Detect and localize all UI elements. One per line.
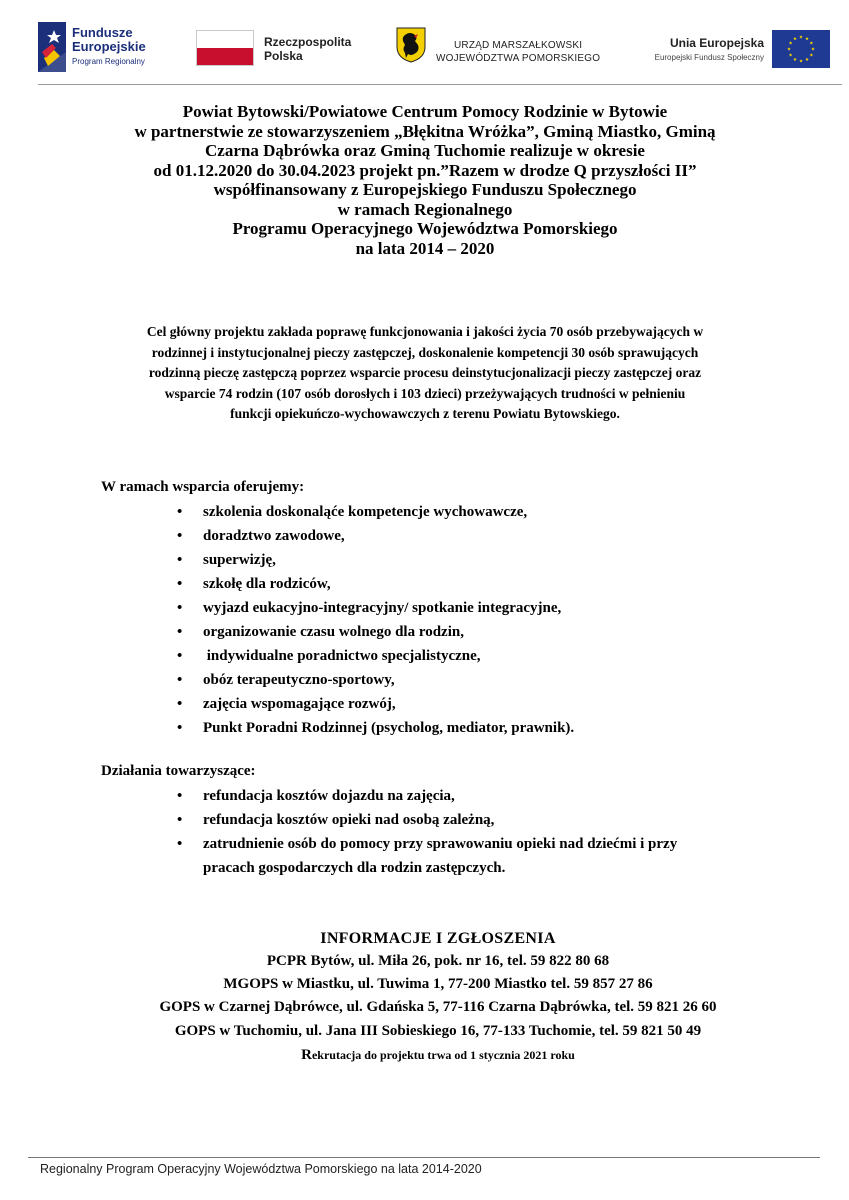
fe-line3: Program Regionalny bbox=[72, 57, 145, 66]
heading-line: na lata 2014 – 2020 bbox=[355, 238, 495, 258]
contact-line: MGOPS w Miastku, ul. Tuwima 1, 77-200 Miastko tel. 59 857 27 86 bbox=[223, 976, 653, 993]
info-section bbox=[60, 928, 816, 1065]
list-item: • zajęcia wspomagające rozwój, bbox=[174, 692, 574, 716]
ue-line2: Europejski Fundusz Społeczny bbox=[654, 53, 764, 62]
heading-line: współfinansowany z Europejskiego Funduszu Społecznego bbox=[213, 180, 637, 199]
goal-line: rodzinną pieczę zastępczą poprzez wsparcie procesu deinstytucjonalizacji pieczy zastępczej oraz bbox=[148, 365, 702, 381]
goal-line: rodzinnej i instytucjonalnej pieczy zastępczej, doskonalenie kompetencji 30 osób sprawujących bbox=[151, 344, 699, 360]
project-heading bbox=[60, 102, 790, 258]
heading-line: Czarna Dąbrówka oraz Gminą Tuchomie realizuje w okresie bbox=[205, 141, 645, 160]
rp-line2: Polska bbox=[264, 49, 303, 63]
pomorskie-griffin-crest-icon bbox=[396, 27, 426, 63]
fundusze-europejskie-mark-icon bbox=[38, 22, 66, 72]
heading-line: w partnerstwie ze stowarzyszeniem „Błękitna Wróżka”, Gminą Miastko, Gminą bbox=[134, 121, 716, 141]
info-title: INFORMACJE I ZGŁOSZENIA bbox=[320, 930, 556, 947]
offer-section-title: W ramach wsparcia oferujemy: bbox=[101, 479, 305, 495]
offer-list bbox=[174, 500, 574, 740]
rp-line1: Rzeczpospolita bbox=[264, 35, 352, 49]
header-divider bbox=[38, 84, 842, 85]
unia-europejska-text bbox=[640, 36, 764, 62]
list-item: • organizowanie czasu wolnego dla rodzin, bbox=[174, 620, 574, 644]
heading-line: od 01.12.2020 do 30.04.2023 projekt pn.”Razem w drodze Q przyszłości II” bbox=[153, 160, 697, 180]
list-item: • szkolenia doskonaląće kompetencje wychowawcze, bbox=[174, 500, 574, 524]
heading-line: w ramach Regionalnego bbox=[337, 199, 513, 219]
heading-line: Powiat Bytowski/Powiatowe Centrum Pomocy Rodzinie w Bytowie bbox=[182, 102, 668, 121]
project-goal-paragraph bbox=[70, 322, 780, 425]
list-item-text: zatrudnienie osób do pomocy przy sprawowaniu opieki nad dziećmi i przy bbox=[203, 836, 678, 852]
list-item: • superwizję, bbox=[174, 548, 574, 572]
list-item: • doradztwo zawodowe, bbox=[174, 524, 574, 548]
actions-section-title: Działania towarzyszące: bbox=[101, 763, 256, 779]
fe-line1: Fundusze bbox=[72, 25, 133, 40]
fe-line2: Europejskie bbox=[72, 39, 146, 54]
polish-flag-icon bbox=[196, 30, 254, 66]
list-item bbox=[174, 832, 677, 880]
goal-line: Cel główny projektu zakłada poprawę funkcjonowania i jakości życia 70 osób przebywających w bbox=[146, 324, 704, 339]
list-item: • indywidualne poradnictwo specjalistyczne, bbox=[174, 644, 574, 668]
goal-line: funkcji opiekuńczo-wychowawczych z terenu Powiatu Bytowskiego. bbox=[230, 406, 620, 422]
footer-text: Regionalny Program Operacyjny Województwa Pomorskiego na lata 2014-2020 bbox=[40, 1162, 482, 1176]
recruitment-note-initial: R bbox=[301, 1046, 312, 1063]
contact-line: GOPS w Czarnej Dąbrówce, ul. Gdańska 5, 77-116 Czarna Dąbrówka, tel. 59 821 26 60 bbox=[159, 999, 717, 1016]
fundusze-europejskie-text bbox=[72, 26, 146, 66]
eu-flag-icon bbox=[772, 30, 830, 68]
rzeczpospolita-polska-text bbox=[264, 35, 351, 63]
recruitment-note bbox=[60, 1045, 816, 1065]
ue-line1: Unia Europejska bbox=[669, 36, 764, 50]
footer-divider bbox=[28, 1157, 820, 1158]
logo-bar bbox=[0, 0, 849, 85]
contact-line: GOPS w Tuchomiu, ul. Jana III Sobieskiego 16, 77-133 Tuchomie, tel. 59 821 50 49 bbox=[174, 1022, 702, 1039]
list-item: • refundacja kosztów dojazdu na zajęcia, bbox=[174, 784, 677, 808]
contact-line: PCPR Bytów, ul. Miła 26, pok. nr 16, tel. 59 822 80 68 bbox=[266, 953, 610, 969]
list-item: • szkołę dla rodziców, bbox=[174, 572, 574, 596]
recruitment-note-text: ekrutacja do projektu trwa od 1 stycznia 2021 roku bbox=[311, 1047, 575, 1062]
heading-line: Programu Operacyjnego Województwa Pomorskiego bbox=[232, 219, 618, 238]
list-item: • wyjazd eukacyjno-integracyjny/ spotkanie integracyjne, bbox=[174, 596, 574, 620]
goal-line: wsparcie 74 rodzin (107 osób dorosłych i 103 dzieci) przeżywających trudności w pełnieniu bbox=[164, 385, 686, 401]
list-item: • Punkt Poradni Rodzinnej (psycholog, mediator, prawnik). bbox=[174, 716, 574, 740]
list-item: • obóz terapeutyczno-sportowy, bbox=[174, 668, 574, 692]
um-line2: WOJEWÓDZTWA POMORSKIEGO bbox=[436, 53, 601, 64]
list-item-continuation: pracach gospodarczych dla rodzin zastępczych. bbox=[203, 860, 506, 876]
list-item: • refundacja kosztów opieki nad osobą zależną, bbox=[174, 808, 677, 832]
urzad-marszalkowski-text bbox=[436, 39, 600, 65]
actions-list bbox=[174, 784, 677, 880]
um-line1: URZĄD MARSZAŁKOWSKI bbox=[453, 40, 583, 51]
